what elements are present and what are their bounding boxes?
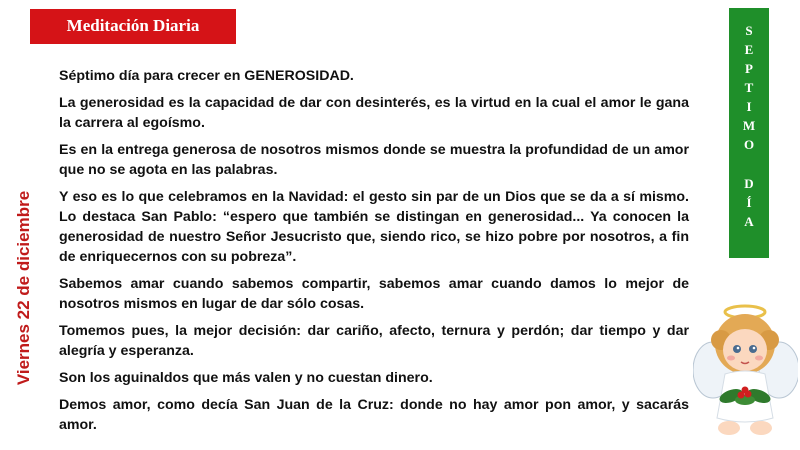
badge-letter: D (744, 176, 754, 191)
header-banner (30, 9, 236, 44)
paragraph: Sabemos amar cuando sabemos compartir, sabemos amar cuando damos lo mejor de nosotros mismos en lugar de dar sólo cosas. (59, 276, 689, 312)
paragraph: Son los aguinaldos que más valen y no cuestan dinero. (59, 370, 433, 386)
badge-letter: M (742, 118, 756, 133)
badge-letter: E (744, 42, 754, 57)
paragraph: Tomemos pues, la mejor decisión: dar cariño, afecto, ternura y perdón; dar tiempo y dar alegría y esperanza. (59, 323, 689, 359)
septimo-dia-badge (729, 8, 769, 258)
paragraph: Y eso es lo que celebramos en la Navidad: el gesto sin par de un Dios que se da a sí mismo. Lo destaca San Pablo: “espero que también se distingan en generosidad... Ya conocen la generosidad de nuestro Señor Jesucristo que, siendo rico, se hizo pobre por nosotros, a fin de enriquecernos con su pobreza”. (59, 189, 689, 265)
date-label: Viernes 22 de diciembre (14, 190, 34, 386)
paragraph: Es en la entrega generosa de nosotros mismos donde se muestra la profundidad de un amor que no se agota en las palabras. (59, 142, 689, 178)
badge-letter: A (744, 214, 754, 229)
meditation-text (59, 66, 689, 442)
side-date (12, 130, 36, 446)
badge-letter: S (745, 23, 753, 38)
christmas-angel-icon (693, 300, 798, 440)
paragraph: Demos amor, como decía San Juan de la Cruz: donde no hay amor pon amor, y sacarás amor. (59, 397, 689, 433)
badge-letter: T (744, 80, 754, 95)
paragraph-intro: Séptimo día para crecer en GENEROSIDAD. (59, 68, 354, 84)
badge-letter: Í (746, 195, 752, 210)
badge-letter: I (746, 99, 752, 114)
badge-letter: O (743, 137, 755, 152)
header-title: Meditación Diaria (66, 15, 200, 35)
paragraph: La generosidad es la capacidad de dar con desinterés, es la virtud en la cual el amor le gana la carrera al egoísmo. (59, 95, 689, 131)
badge-letter: P (745, 61, 753, 76)
